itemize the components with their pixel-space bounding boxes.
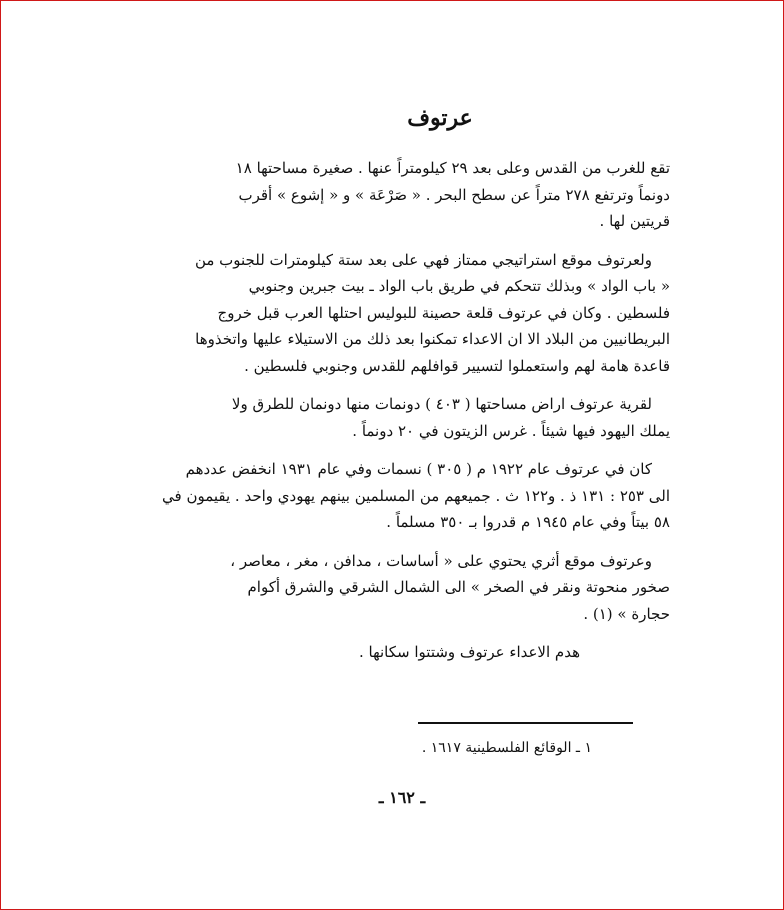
text-line: وعرتوف موقع أثري يحتوي على « أساسات ، مدافن ، مغر ، معاصر ،	[230, 551, 652, 570]
document-page	[150, 105, 670, 678]
text-line: ولعرتوف موقع استراتيجي ممتاز فهي على بعد ستة كيلومترات للجنوب من	[194, 250, 652, 269]
paragraph-population	[150, 456, 670, 536]
text-line: « باب الواد » وبذلك تتحكم في طريق باب الواد ـ بيت جبرين وجنوبي	[248, 277, 670, 295]
page-title: عرتوف	[407, 105, 473, 131]
page-number: ـ ١٦٢ ـ	[378, 788, 426, 807]
text-line: يملك اليهود فيها شيئاً . غرس الزيتون في ٢٠ دونماً .	[352, 421, 670, 440]
closing-line: هدم الاعداء عرتوف وشتتوا سكانها .	[358, 643, 580, 661]
paragraph-strategic	[150, 247, 670, 380]
text-line: ٥٨ بيتاً وفي عام ١٩٤٥ م قدروا بـ ٣٥٠ مسلماً .	[386, 513, 670, 531]
paragraph-location	[150, 155, 670, 235]
footnote-divider	[418, 722, 633, 724]
text-line: قاعدة هامة لهم واستعملوا لتسيير قوافلهم للقدس وجنوبي فلسطين .	[244, 356, 670, 375]
text-line: تقع للغرب من القدس وعلى بعد ٢٩ كيلومتراً عنها . صغيرة مساحتها ١٨	[235, 159, 670, 177]
text-line: البريطانيين من البلاد الا ان الاعداء تمكنوا بعد ذلك من الاستيلاء عليها واتخذوها	[195, 330, 670, 348]
text-line: حجارة » (١) .	[583, 604, 670, 623]
text-line: لقرية عرتوف اراض مساحتها ( ٤٠٣ ) دونمات منها دونمان للطرق ولا	[231, 395, 652, 413]
text-line: كان في عرتوف عام ١٩٢٢ م ( ٣٠٥ ) نسمات وفي عام ١٩٣١ انخفض عددهم	[185, 460, 652, 478]
text-line: الى ٢٥٣ : ١٣١ ذ . و١٢٢ ث . جميعهم من المسلمين بينهم يهودي واحد . يقيمون في	[162, 486, 670, 505]
text-line: صخور منحوتة ونقر في الصخر » الى الشمال الشرقي والشرق أكوام	[247, 578, 670, 596]
text-line: دونماً وترتفع ٢٧٨ متراً عن سطح البحر . « صَرْعَة » و « إشوع » أقرب	[238, 185, 670, 204]
footnote: ١ ـ الوقائع الفلسطينية ١٦١٧ .	[421, 740, 592, 756]
text-line: فلسطين . وكان في عرتوف قلعة حصينة للبوليس احتلها العرب قبل خروج	[217, 303, 670, 322]
paragraph-archaeology	[150, 548, 670, 628]
paragraph-land	[150, 391, 670, 444]
text-line: قريتين لها .	[599, 212, 670, 230]
